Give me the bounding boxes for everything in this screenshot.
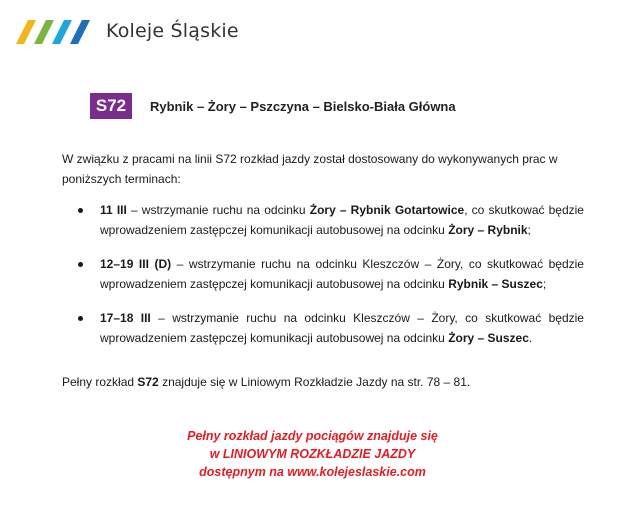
- line-badge: S72: [90, 93, 132, 119]
- closure-list: [72, 200, 584, 362]
- summary-line: S72: [137, 375, 159, 389]
- timetable-reference: [62, 372, 470, 392]
- brand-logo: [14, 16, 239, 46]
- closure-date: 12–19 III (D): [100, 257, 172, 271]
- note-line: dostępnym na: [199, 465, 288, 479]
- closure-text: , co skutkować będzie wprowadzeniem zastępczej komunikacji autobusowej na odcinku: [100, 203, 584, 237]
- summary-text: Pełny rozkład: [62, 375, 138, 389]
- intro-paragraph: W związku z pracami na linii S72 rozkład jazdy został dostosowany do wykonywanych prac w poniższych terminach:: [62, 152, 558, 186]
- note-line: Pełny rozkład jazdy pociągów znajduje się: [187, 429, 438, 443]
- logo-stripe-green: [34, 20, 54, 44]
- closure-date: 17–18 III: [100, 311, 151, 325]
- bus-section: Żory – Rybnik: [448, 223, 528, 237]
- closure-date: 11 III: [100, 203, 127, 217]
- bus-section: Żory – Suszec: [448, 331, 529, 345]
- timetable-note: [0, 427, 625, 481]
- list-item: [72, 200, 584, 240]
- list-item: [72, 308, 584, 348]
- closure-text: – wstrzymanie ruchu na odcinku Kleszczów – Żory, co skutkować będzie wprowadzeniem zastępczej komunikacji autobusowej na odcinku: [100, 257, 584, 291]
- closure-section: Żory – Rybnik Gotartowice: [309, 203, 465, 217]
- closure-text: ;: [527, 223, 531, 237]
- logo-stripe-darkblue: [70, 20, 90, 44]
- summary-text: znajduje się w Liniowym Rozkładzie Jazdy na str. 78 – 81.: [158, 375, 471, 389]
- closure-text: – wstrzymanie ruchu na odcinku: [126, 203, 310, 217]
- closure-text: .: [528, 331, 533, 345]
- route-name: Rybnik – Żory – Pszczyna – Bielsko-Biała Główna: [150, 98, 456, 114]
- list-item: [72, 254, 584, 294]
- logo-stripe-yellow: [16, 20, 36, 44]
- bullet-icon: [78, 316, 83, 321]
- bullet-icon: [78, 208, 83, 213]
- closure-text: ;: [542, 277, 547, 291]
- note-line: w LINIOWYM ROZKŁADZIE JAZDY: [209, 447, 416, 461]
- bus-section: Rybnik – Suszec: [448, 277, 543, 291]
- closure-text: – wstrzymanie ruchu na odcinku Kleszczów – Żory, co skutkować będzie wprowadzeniem zastępczej komunikacji autobusowej na odcinku: [100, 311, 584, 345]
- logo-stripes-icon: [14, 16, 100, 46]
- logo-stripe-lightblue: [52, 20, 72, 44]
- brand-name: Koleje Śląskie: [106, 20, 239, 42]
- website-link[interactable]: www.kolejeslaskie.com: [287, 465, 426, 479]
- route-header: [90, 93, 456, 119]
- bullet-icon: [78, 262, 83, 267]
